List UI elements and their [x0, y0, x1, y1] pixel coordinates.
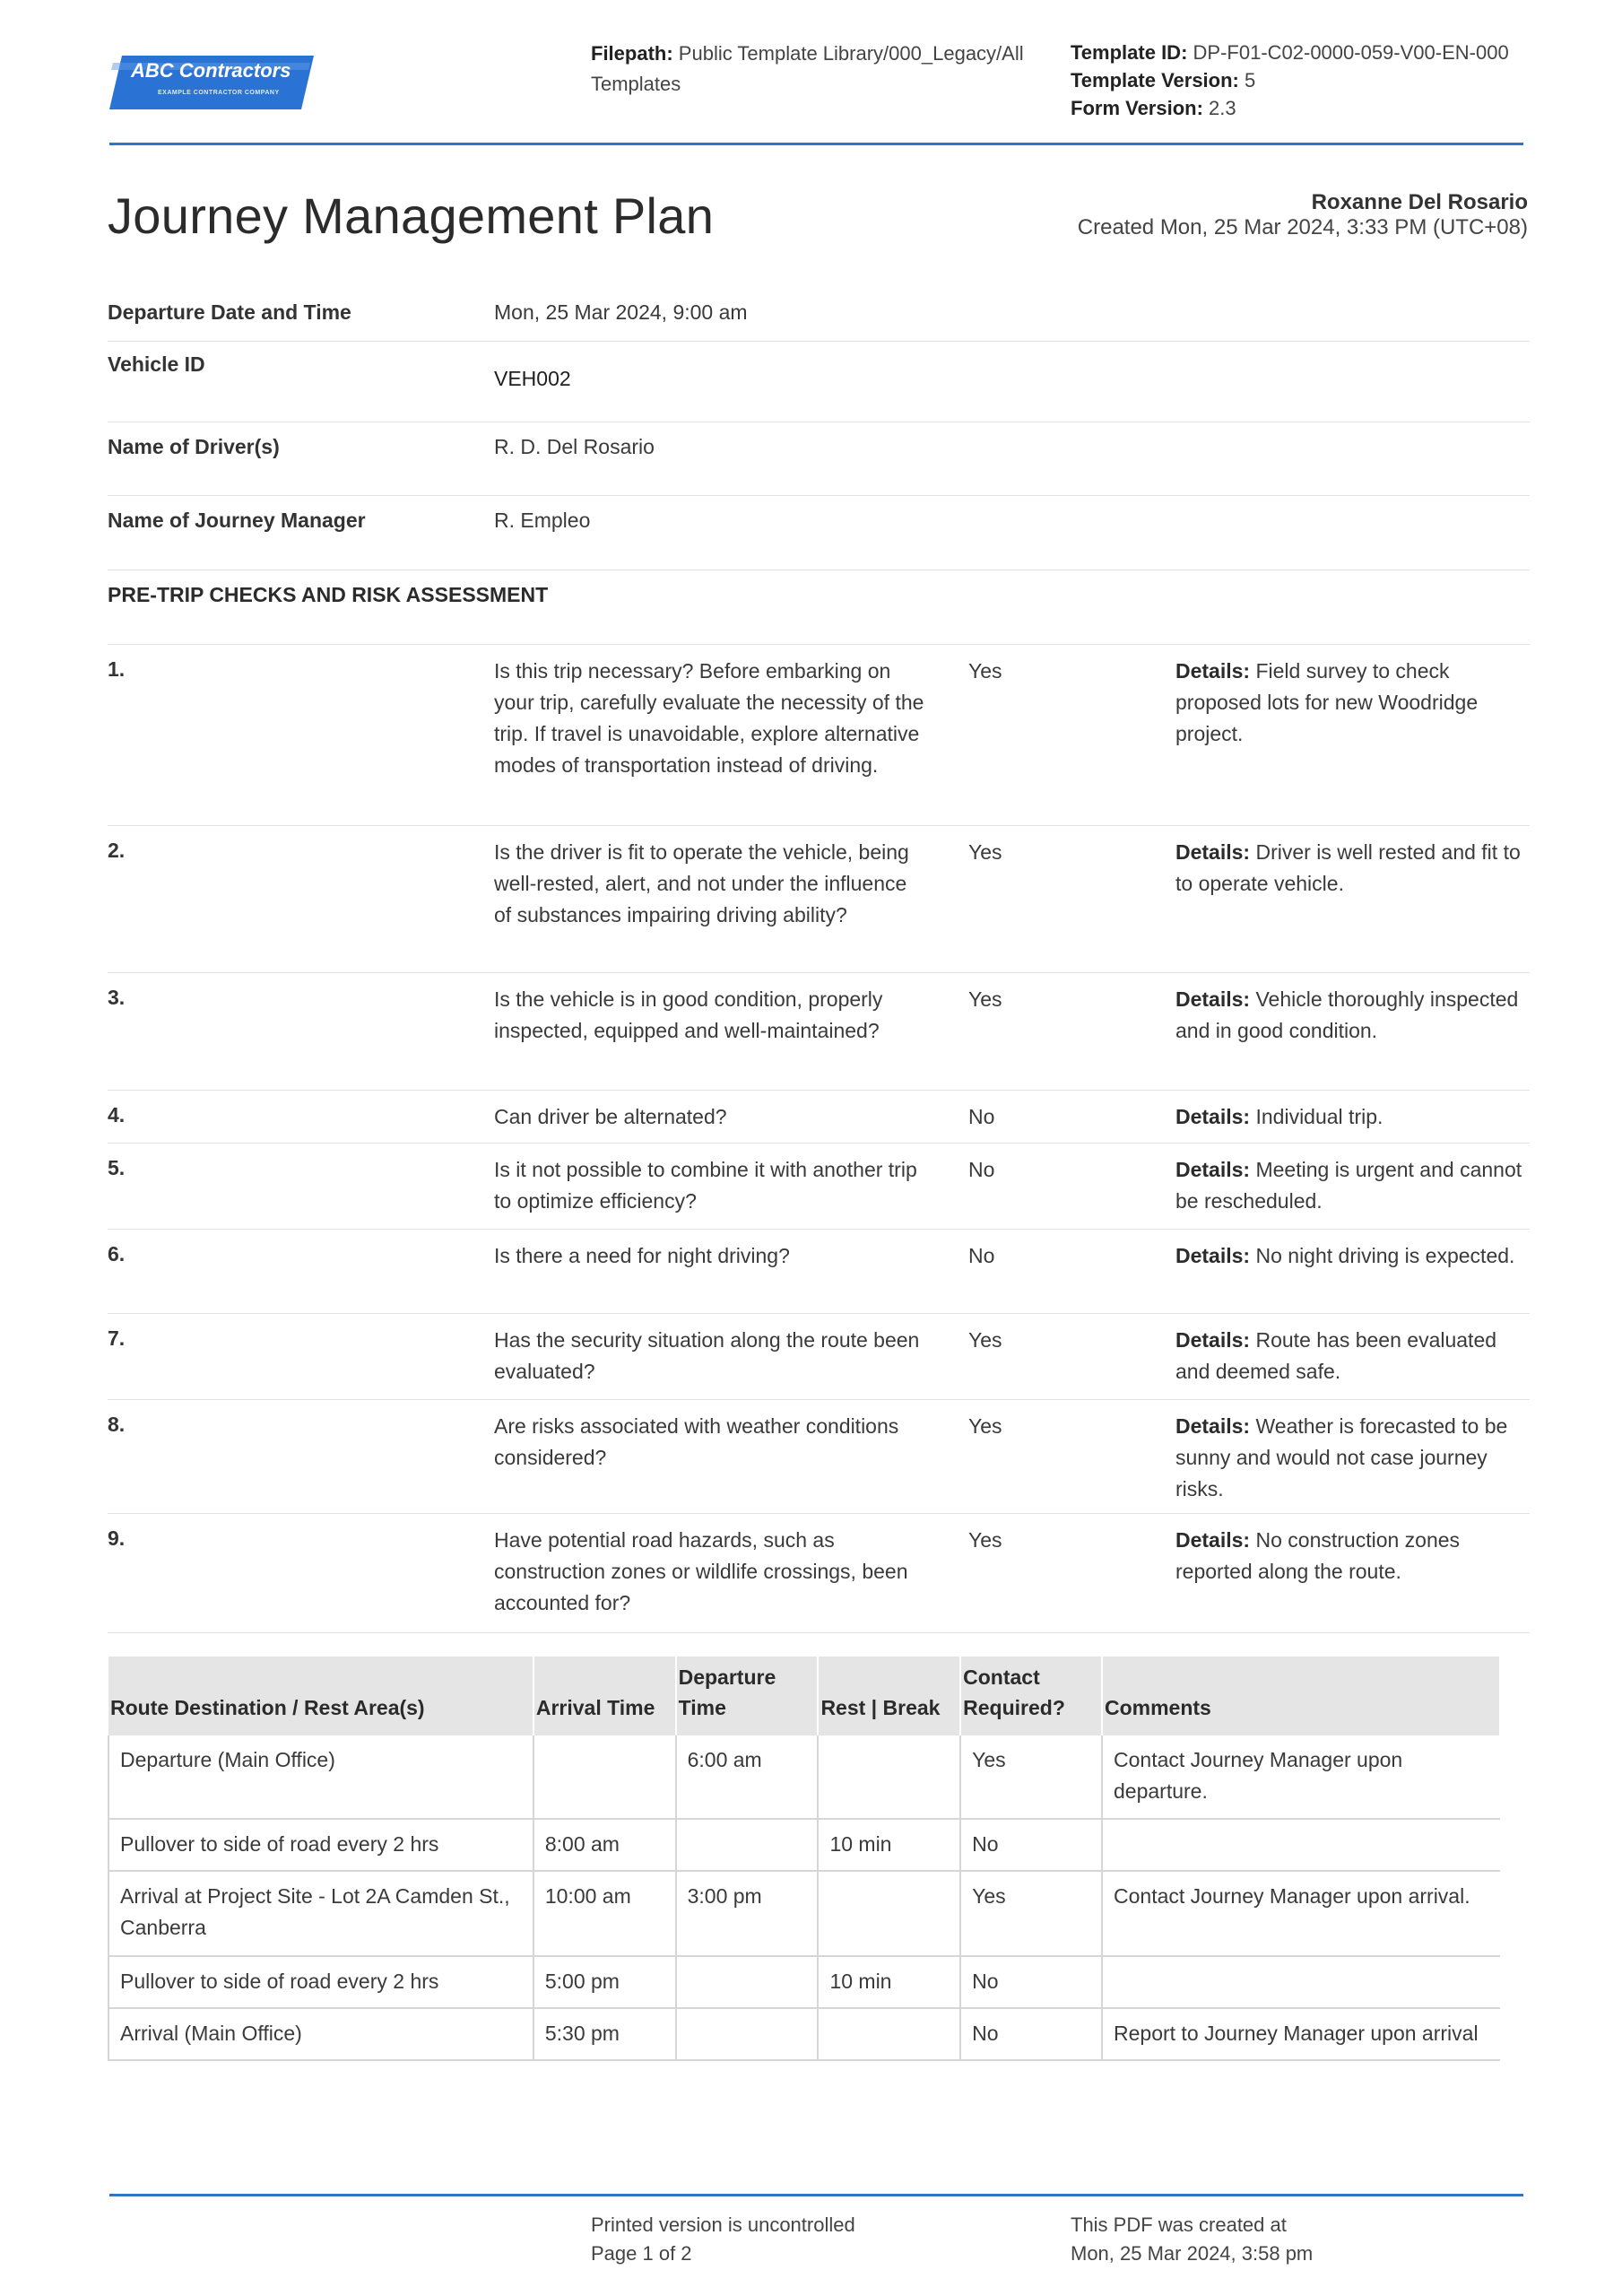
question-number: 8.: [108, 1413, 126, 1436]
field-row-departure: [108, 291, 1530, 342]
details-label: Details:: [1175, 840, 1251, 864]
field-value: R. Empleo: [494, 509, 591, 532]
table-cell: [818, 1735, 960, 1819]
question-text: Has the security situation along the route been evaluated?: [494, 1328, 920, 1383]
author-name: Roxanne Del Rosario: [1311, 190, 1528, 214]
table-cell: 10:00 am: [533, 1871, 676, 1956]
table-cell: 10 min: [818, 1819, 960, 1871]
footer-right: [1071, 2211, 1313, 2268]
page-title: Journey Management Plan: [108, 187, 715, 244]
question-answer: Yes: [968, 987, 1002, 1011]
route-table: [108, 1657, 1501, 2061]
question-details: [1175, 1240, 1534, 1272]
question-number: 6.: [108, 1242, 126, 1265]
table-cell: Arrival (Main Office): [108, 2008, 533, 2060]
column-header: Arrival Time: [533, 1657, 676, 1735]
field-value: Mon, 25 Mar 2024, 9:00 am: [494, 300, 748, 324]
question-answer: Yes: [968, 840, 1002, 864]
details-text: Field survey to check proposed lots for new Woodridge project.: [1175, 659, 1479, 745]
author-block: [1078, 190, 1528, 240]
question-row: [108, 1091, 1530, 1144]
column-header: Departure Time: [676, 1657, 819, 1735]
table-cell: 10 min: [818, 1956, 960, 2008]
question-text: Is the driver is fit to operate the vehicle, being well-rested, alert, and not under the influence of substances impairing driving ability?: [494, 840, 909, 926]
logo-sub-text: EXAMPLE CONTRACTOR COMPANY: [158, 90, 280, 96]
table-cell: [533, 1735, 676, 1819]
column-header: Comments: [1102, 1657, 1500, 1735]
table-row: [108, 1956, 1500, 2008]
created-date: Created Mon, 25 Mar 2024, 3:33 PM (UTC+08): [1077, 215, 1528, 239]
table-cell: Departure (Main Office): [108, 1735, 533, 1819]
details-label: Details:: [1175, 1528, 1251, 1552]
column-header: Route Destination / Rest Area(s): [108, 1657, 533, 1735]
question-number: 2.: [108, 839, 126, 862]
question-details: [1175, 656, 1534, 750]
table-row: [108, 1735, 1500, 1819]
form-version-value: 2.3: [1209, 97, 1236, 119]
field-label: Departure Date and Time: [108, 300, 351, 324]
cell-text: Contact Journey Manager upon departure.: [1114, 1748, 1403, 1803]
section-title: PRE-TRIP CHECKS AND RISK ASSESSMENT: [108, 583, 549, 606]
question-answer: Yes: [968, 1528, 1002, 1552]
question-text: Can driver be alternated?: [494, 1105, 727, 1128]
table-cell: [676, 1956, 819, 2008]
question-text: Is it not possible to combine it with another trip to optimize efficiency?: [494, 1158, 917, 1213]
question-answer: Yes: [968, 659, 1002, 683]
question-text: Have potential road hazards, such as construction zones or wildlife crossings, been accounted for?: [494, 1528, 908, 1614]
details-text: Weather is forecasted to be sunny and would not case journey risks.: [1175, 1414, 1508, 1500]
field-row-driver: [108, 422, 1530, 496]
question-text: Is this trip necessary? Before embarking on your trip, carefully evaluate the necessity of the trip. If travel is unavoidable, explore alternative modes of transportation instead of driving.: [494, 659, 924, 777]
field-value: VEH002: [494, 367, 571, 390]
footer-left: [591, 2211, 855, 2268]
template-id-value: DP-F01-C02-0000-059-V00-EN-000: [1193, 41, 1509, 64]
question-answer: No: [968, 1158, 995, 1181]
pdf-created-value: Mon, 25 Mar 2024, 3:58 pm: [1071, 2242, 1314, 2265]
table-cell: Yes: [960, 1735, 1102, 1819]
question-row: [108, 1144, 1530, 1230]
table-cell: 5:30 pm: [533, 2008, 676, 2060]
page-number: Page 1 of 2: [591, 2242, 692, 2265]
question-answer: No: [968, 1105, 995, 1128]
question-details: [1175, 1411, 1534, 1505]
table-cell: 6:00 am: [676, 1735, 819, 1819]
table-row: [108, 2008, 1500, 2060]
question-number: 7.: [108, 1326, 126, 1350]
details-text: Driver is well rested and fit to to operate vehicle.: [1175, 840, 1521, 895]
question-details: [1175, 984, 1534, 1047]
question-text: Is there a need for night driving?: [494, 1244, 790, 1267]
template-id-label: Template ID:: [1071, 41, 1188, 64]
table-cell: No: [960, 1956, 1102, 2008]
question-text: Are risks associated with weather conditions considered?: [494, 1414, 899, 1469]
question-answer: No: [968, 1244, 995, 1267]
question-number: 3.: [108, 986, 126, 1009]
table-cell: 3:00 pm: [676, 1871, 819, 1956]
section-header-row: [108, 570, 1530, 645]
table-cell: Pullover to side of road every 2 hrs: [108, 1819, 533, 1871]
field-label: Name of Driver(s): [108, 435, 280, 458]
question-row: [108, 1230, 1530, 1314]
cell-text: Contact Journey Manager upon arrival.: [1114, 1884, 1470, 1908]
table-cell: [676, 2008, 819, 2060]
details-text: Vehicle thoroughly inspected and in good condition.: [1175, 987, 1519, 1042]
question-number: 5.: [108, 1156, 126, 1179]
template-meta-block: [1071, 39, 1537, 122]
details-label: Details:: [1175, 1105, 1251, 1128]
details-label: Details:: [1175, 1158, 1251, 1181]
column-header: Rest | Break: [818, 1657, 960, 1735]
table-cell: [818, 1871, 960, 1956]
header-divider: [109, 143, 1523, 145]
table-cell: [676, 1819, 819, 1871]
filepath-label: Filepath:: [591, 42, 673, 65]
pdf-created-label: This PDF was created at: [1071, 2213, 1287, 2236]
details-label: Details:: [1175, 659, 1251, 683]
company-logo: [109, 54, 316, 111]
filepath-value-cont: Templates: [591, 73, 681, 95]
details-label: Details:: [1175, 1328, 1251, 1352]
details-label: Details:: [1175, 1414, 1251, 1438]
details-text: No construction zones reported along the route.: [1175, 1528, 1461, 1583]
table-cell: [1102, 1956, 1500, 2008]
question-row: [108, 1400, 1530, 1514]
question-details: [1175, 1325, 1534, 1387]
table-cell: 8:00 am: [533, 1819, 676, 1871]
question-number: 4.: [108, 1103, 126, 1126]
column-header: Contact Required?: [960, 1657, 1102, 1735]
question-answer: Yes: [968, 1414, 1002, 1438]
footer-divider: [109, 2194, 1523, 2196]
table-row: [108, 1819, 1500, 1871]
filepath-value: Public Template Library/000_Legacy/All: [678, 42, 1024, 65]
question-row: [108, 826, 1530, 973]
question-row: [108, 1514, 1530, 1633]
question-details: [1175, 837, 1534, 900]
table-cell: Arrival at Project Site - Lot 2A Camden St., Canberra: [108, 1871, 533, 1956]
template-version-label: Template Version:: [1071, 69, 1239, 91]
table-cell: [818, 2008, 960, 2060]
question-details: [1175, 1154, 1534, 1217]
table-cell: [1102, 1819, 1500, 1871]
question-details: [1175, 1101, 1534, 1133]
question-row: [108, 973, 1530, 1091]
table-cell: Pullover to side of road every 2 hrs: [108, 1956, 533, 2008]
field-label: Name of Journey Manager: [108, 509, 366, 532]
question-number: 9.: [108, 1526, 126, 1550]
table-row: [108, 1871, 1500, 1956]
details-text: Route has been evaluated and deemed safe.: [1175, 1328, 1497, 1383]
details-text: Individual trip.: [1255, 1105, 1383, 1128]
question-details: [1175, 1525, 1534, 1587]
form-version-label: Form Version:: [1071, 97, 1203, 119]
question-row: [108, 645, 1530, 826]
details-text: No night driving is expected.: [1255, 1244, 1515, 1267]
table-cell: Report to Journey Manager upon arrival: [1102, 2008, 1500, 2060]
table-cell: 5:00 pm: [533, 1956, 676, 2008]
field-row-journey-manager: [108, 496, 1530, 570]
field-row-vehicle: [108, 342, 1530, 422]
template-version-value: 5: [1245, 69, 1256, 91]
details-text: Meeting is urgent and cannot be rescheduled.: [1175, 1158, 1522, 1213]
logo-main-text: ABC Contractors: [131, 59, 291, 82]
question-row: [108, 1314, 1530, 1400]
table-cell: Yes: [960, 1871, 1102, 1956]
table-cell: No: [960, 2008, 1102, 2060]
uncontrolled-notice: Printed version is uncontrolled: [591, 2213, 855, 2236]
question-number: 1.: [108, 657, 126, 681]
field-label: Vehicle ID: [108, 352, 205, 376]
question-text: Is the vehicle is in good condition, properly inspected, equipped and well-maintained?: [494, 987, 883, 1042]
field-value: R. D. Del Rosario: [494, 435, 655, 458]
table-cell: No: [960, 1819, 1102, 1871]
filepath-block: [591, 39, 1057, 100]
question-answer: Yes: [968, 1328, 1002, 1352]
details-label: Details:: [1175, 1244, 1251, 1267]
details-label: Details:: [1175, 987, 1251, 1011]
table-header-row: [108, 1657, 1500, 1735]
table-cell: [1102, 1735, 1500, 1819]
table-cell: [1102, 1871, 1500, 1956]
